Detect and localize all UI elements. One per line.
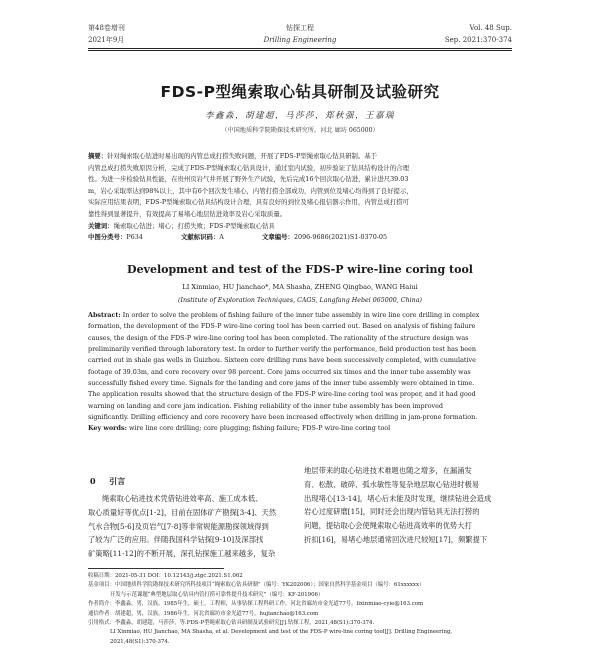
clc-label: 中图分类号：: [88, 233, 127, 242]
abstract-en-line: successfully fished every time. Signals for the landing and core jams of the inner tube assembly were obtained in time.: [88, 379, 475, 388]
journal-date: 2021年9月: [88, 36, 125, 44]
body-line: 气水合物[5-6]及页岩气[7-8]等非常规能源勘探领域得到: [88, 521, 269, 531]
abstract-en-line: preliminarily verified through laboratory test. In order to further verify the performance, field production test has been: [88, 345, 476, 354]
section-title: 引言: [109, 476, 126, 486]
body-line: 绳索取心钻进技术凭借钻进效率高、施工成本低、: [102, 494, 263, 503]
doc-code-label: 文献标识码：: [180, 233, 220, 242]
body-line: 折扣[16]，易堵心地层通常回次进尺较短[17]，频繁提下: [304, 534, 488, 544]
abstract-cn-line: 性。为进一步检验钻具性能，在贵州页岩气井开展了野外生产试验，先后完成16个回次取心钻进，累计进尺39.03: [88, 175, 409, 184]
issue-pages: Sep. 2021:370-374: [444, 36, 512, 44]
paper-title-cn: FDS-P型绳索取心钻具研制及试验研究: [160, 83, 440, 101]
footnote-funding-cont: 开发与示范课题“典型地层取心钻具内管打捞可靠性提升技术研究”（编号：KF-201906）: [110, 591, 324, 598]
abstract-cn-label: 摘要：: [88, 152, 108, 160]
keywords-en-label: Key words:: [88, 424, 127, 433]
body-line: 矿策略[11-12]的不断开展，深孔钻探施工越来越多，复杂: [88, 549, 276, 559]
footnote-rule: [88, 568, 224, 569]
doc-code: A: [219, 233, 224, 242]
abstract-en-line: carried out in shale gas wells in Guizhou. Sixteen core drilling runs have been successively completed, with cumulative: [88, 356, 476, 365]
footnote-received: 收稿日期：2021-05-31 DOI：10.12143/j.ztgc.2021.S1.062: [88, 573, 243, 579]
abstract-en-line: footage of 39.03m, and core recovery over 98 percent. Core jams occurred six times and the inner tube assembly was: [88, 367, 471, 376]
affiliation-en: (Institute of Exploration Techniques, CAGS, Langfang Hebei 065000, China): [178, 297, 422, 304]
authors-en: LI Xinmiao, HU Jianchao*, MA Shasha, ZHENG Qingbao, WANG Haiui: [182, 283, 418, 291]
abstract-en-line: formation, the development of the FDS-P wire-line coring tool has been carried out. Based on analysis of fishing failure: [88, 322, 476, 331]
abstract-en-line: The application results showed that the structure design of the FDS-P wire-line coring tool was proper, and it had good: [88, 390, 476, 399]
abstract-cn-line: 内管总成打捞失败原因分析，完成了FDS-P型绳索取心钻具设计，通过室内试验，初步验证了钻具结构设计的合理: [88, 163, 409, 172]
keywords-en: wire line core drilling; core plugging; fishing failure; FDS-P wire-line coring tool: [129, 424, 391, 433]
abstract-en: [88, 310, 512, 435]
authors-cn: 李鑫淼，胡建超，马莎莎，郑秋强，王嘉瑞: [204, 111, 395, 121]
header-rule-bottom: [88, 50, 512, 51]
keywords-cn-label: 关键词：: [88, 221, 114, 230]
article-number: 2096-9686(2021)S1-0370-05: [293, 233, 388, 242]
abstract-en-line: warning on landing and core jam indication. Fishing reliability of the inner tube assembly has been improved: [88, 401, 444, 410]
affiliation-cn: （中国地质科学院勘探技术研究所，河北 廊坊 065000）: [221, 127, 379, 134]
article-number-label: 文章编号：: [262, 233, 294, 242]
footnote-author: 作者简介：李鑫淼，男，汉族，1985年生，硕士，工程师，从事钻探工程科研工作，河北省廊坊市金光道77号，lixinmiao-cyie@163.com: [88, 601, 424, 608]
classification-line: [88, 232, 512, 244]
clc-number: P634: [126, 233, 143, 242]
journal-name-cn: 钻探工程: [286, 24, 314, 32]
section-heading: [90, 476, 125, 487]
footnote-funding: 基金项目：中国地质科学院勘探技术研究所科技项目“绳索取心钻具研制”（编号：YK202006）；国家自然科学基金项目（编号：61xxxxxx）: [88, 582, 425, 589]
journal-name-en: Drilling Engineering: [263, 36, 337, 44]
abstract-cn-line: 靠性得到显著提升，有效提高了易堵心地层钻进效率及岩心采取质量。: [88, 209, 287, 218]
abstract-cn-line: 实际应用结果表明，FDS-P型绳索取心钻具结构设计合理，具有良好的到位及堵心报信器示作用，内管总成打捞可: [88, 198, 409, 207]
paper-title-en: Development and test of the FDS‑P wire-line coring tool: [127, 263, 473, 276]
body-left-column: [88, 492, 296, 561]
volume-en: Vol. 48 Sup.: [469, 24, 512, 32]
body-line: 岩心过度研磨[15]，同时还会出现内管钻具无法打捞的: [304, 507, 480, 517]
body-line: 地层带来的取心钻进技术难题也随之增多，在漏涌发: [304, 466, 472, 475]
footnote-citation-en: LI Xinmiao, HU Jianchao, MA Shasha, et al. Development and test of the FDS-P wire-line coring tool[J]. Drilling Engineering,: [110, 629, 453, 636]
abstract-en-line: In order to solve the problem of fishing failure of the inner tube assembly in wire line core drilling in complex: [122, 311, 480, 319]
abstract-cn-line: 针对绳索取心钻进时易出现的内管总成打捞失败问题，开展了FDS-P型绳索取心钻具研制。基于: [107, 152, 378, 160]
body-line: 取心质量好等优点[1-2]，目前在固体矿产勘探[3-4]、天然: [88, 507, 277, 517]
header-rule-top: [88, 48, 512, 49]
abstract-en-line: causes, the design of the FDS-P wire-line coring tool has been completed. The rationality of the structure design was: [88, 333, 469, 342]
body-line: 问题，提钻取心会使绳索取心钻进高效率的优势大打: [304, 521, 472, 531]
footnote-citation-cn: 引用格式：李鑫淼，胡建超，马莎莎，等.FDS-P型绳索取心钻具研制及试验研究[J].钻探工程，2021,48(S1):370-374.: [88, 620, 375, 627]
footnote-corresponding: 通信作者：胡建超，男，汉族，1986年生，河北省廊坊市金光道77号，hujianchao@163.com: [88, 610, 319, 617]
abstract-cn-line: m，岩心采取率达到98%以上，其中有6个回次发生堵心，内管打捞全部成功，内管到位及堵心均得到了良好提示，: [88, 186, 413, 195]
body-line: 了较为广泛的应用。伴随我国科学钻探[9-10]及深部找: [88, 535, 264, 545]
footnotes: [88, 572, 516, 647]
footnote-citation-en-cont: 2021,48(S1):370-374.: [110, 638, 170, 645]
journal-volume: 第48卷增刊: [88, 24, 125, 32]
body-line: 出现堵心[13-14]，堵心后未能及时发现，继续钻进会造成: [304, 493, 492, 503]
abstract-en-label: Abstract:: [88, 311, 121, 319]
keywords-cn: 绳索取心钻进；堵心；打捞失败；FDS-P型绳索取心钻具: [113, 221, 275, 230]
body-line: 育、松散、破碎、弧水敏性等复杂地层取心钻进时极易: [304, 479, 480, 489]
section-number: 0: [90, 476, 96, 486]
body-right-column: [304, 464, 512, 547]
abstract-cn: [88, 151, 512, 244]
abstract-en-line: significantly. Drilling efficiency and core recovery have been increased effectively when drilling in jam-prone formation.: [88, 413, 478, 422]
